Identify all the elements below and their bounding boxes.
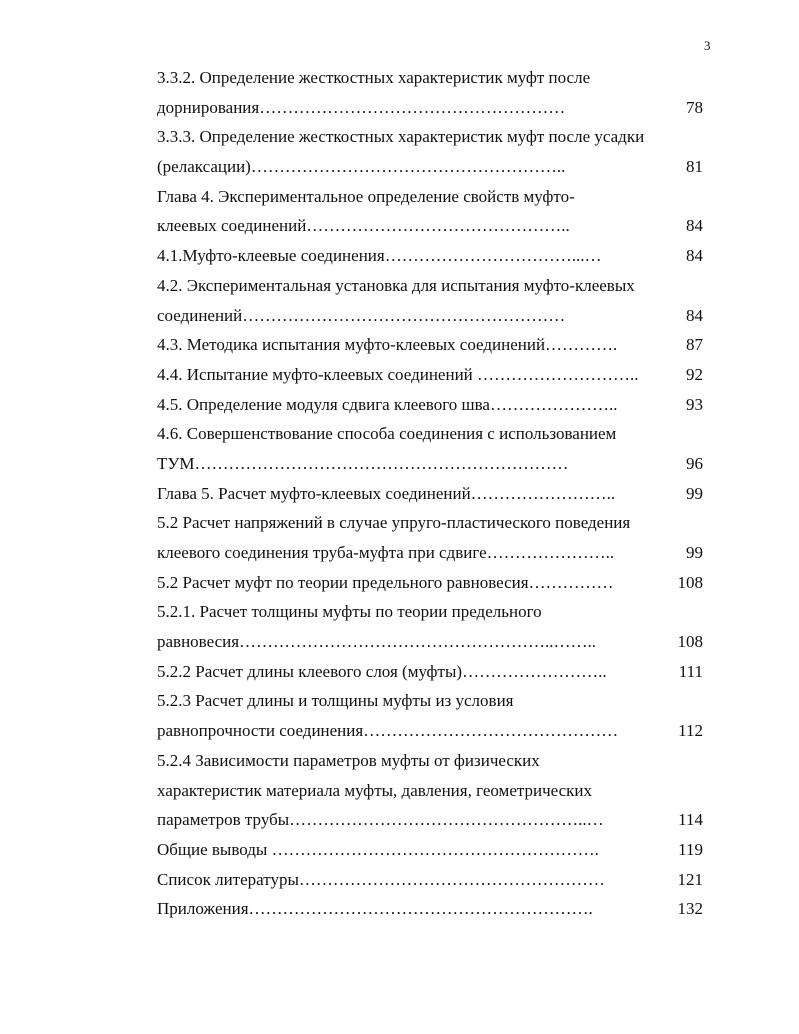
toc-page-number: 92 (686, 364, 703, 384)
toc-line (157, 419, 717, 449)
toc-page-number: 87 (686, 335, 703, 355)
toc-line (157, 538, 717, 568)
toc-line (157, 597, 717, 627)
toc-entry-text: 5.2.4 Зависимости параметров муфты от физических (157, 750, 540, 770)
toc-page-number: 108 (677, 632, 703, 652)
toc-line (157, 508, 717, 538)
toc-entry-text: 5.2 Расчет муфт по теории предельного равновесия…………… (157, 572, 614, 592)
table-of-contents (157, 63, 717, 924)
toc-page-number: 96 (686, 453, 703, 473)
toc-line (157, 657, 717, 687)
toc-entry-text: Глава 4. Экспериментальное определение свойств муфто- (157, 186, 575, 206)
toc-entry-text: равнопрочности соединения……………………………………… (157, 721, 619, 741)
toc-entry-text: клеевого соединения труба-муфта при сдвиге………………….. (157, 543, 615, 562)
toc-entry-text: 5.2.1. Расчет толщины муфты по теории предельного (157, 602, 542, 622)
toc-line (157, 865, 717, 895)
toc-entry-text: клеевых соединений……………………………………….. (157, 216, 570, 236)
toc-line (157, 241, 717, 271)
toc-entry-text: 4.2. Экспериментальная установка для испытания муфто-клеевых (157, 275, 635, 295)
toc-entry-text: 4.3. Методика испытания муфто-клеевых соединений…………. (157, 335, 618, 355)
toc-entry-text: Глава 5. Расчет муфто-клеевых соединений…………………….. (157, 483, 616, 503)
toc-line (157, 301, 717, 331)
toc-page-number: 93 (686, 394, 703, 414)
toc-entry-text: характеристик материала муфты, давления, геометрических (157, 780, 593, 800)
toc-entry-text: ТУМ………………………………………………………… (157, 453, 569, 473)
toc-line (157, 627, 717, 657)
toc-line (157, 271, 717, 301)
toc-entry-text: параметров трубы……………………………………………..… (157, 810, 604, 830)
toc-entry-text: 4.4. Испытание муфто-клеевых соединений ……………………….. (157, 364, 639, 384)
toc-page-number: 99 (686, 483, 703, 503)
toc-entry-text: 4.6. Совершенствование способа соединения с использованием (157, 424, 617, 444)
toc-page-number: 84 (686, 305, 703, 325)
toc-line (157, 122, 717, 152)
toc-line (157, 449, 717, 479)
toc-line (157, 716, 717, 746)
toc-entry-text: (релаксации)……………………………………………….. (157, 157, 566, 177)
toc-line (157, 568, 717, 598)
toc-page-number: 114 (678, 810, 703, 830)
toc-entry-text: 4.1.Муфто-клеевые соединения……………………………...… (157, 246, 602, 266)
toc-line (157, 746, 717, 776)
toc-entry-text: 5.2.3 Расчет длины и толщины муфты из условия (157, 691, 514, 711)
toc-line (157, 805, 717, 835)
toc-entry-text: Общие выводы …………………………………………………. (157, 839, 599, 859)
toc-line (157, 330, 717, 360)
toc-line (157, 360, 717, 390)
toc-page-number: 119 (678, 839, 703, 859)
toc-line (157, 152, 717, 182)
toc-line (157, 479, 717, 509)
toc-page-number: 112 (678, 721, 703, 741)
toc-line (157, 776, 717, 806)
toc-entry-text: 3.3.2. Определение жесткостных характеристик муфт после (157, 68, 591, 87)
toc-line (157, 835, 717, 865)
toc-entry-text: дорнирования……………………………………………… (157, 97, 566, 117)
toc-line (157, 63, 717, 93)
toc-entry-text: 4.5. Определение модуля сдвига клеевого шва………………….. (157, 394, 618, 414)
toc-page-number: 111 (678, 661, 703, 681)
toc-entry-text: Приложения……………………………………………………. (157, 899, 593, 919)
toc-entry-text: Список литературы……………………………………………… (157, 869, 605, 889)
toc-page-number: 132 (677, 899, 703, 919)
toc-page-number: 84 (686, 216, 703, 236)
toc-page-number: 121 (677, 869, 703, 889)
toc-line (157, 390, 717, 420)
toc-entry-text: равновесия………………………………………………..…….. (157, 632, 597, 652)
toc-line (157, 894, 717, 924)
toc-line (157, 686, 717, 716)
page-number: 3 (704, 38, 711, 53)
toc-entry-text: соединений………………………………………………… (157, 305, 566, 325)
toc-line (157, 182, 717, 212)
toc-page-number: 108 (677, 572, 703, 592)
toc-entry-text: 3.3.3. Определение жесткостных характеристик муфт после усадки (157, 127, 645, 147)
toc-page-number: 78 (686, 97, 703, 117)
toc-line (157, 93, 717, 123)
toc-entry-text: 5.2 Расчет напряжений в случае упруго-пластического поведения (157, 513, 631, 533)
toc-line (157, 211, 717, 241)
toc-page-number: 84 (686, 246, 703, 266)
toc-page-number: 81 (686, 157, 703, 177)
toc-entry-text: 5.2.2 Расчет длины клеевого слоя (муфты)…………………….. (157, 661, 607, 681)
toc-page-number: 99 (686, 543, 703, 562)
